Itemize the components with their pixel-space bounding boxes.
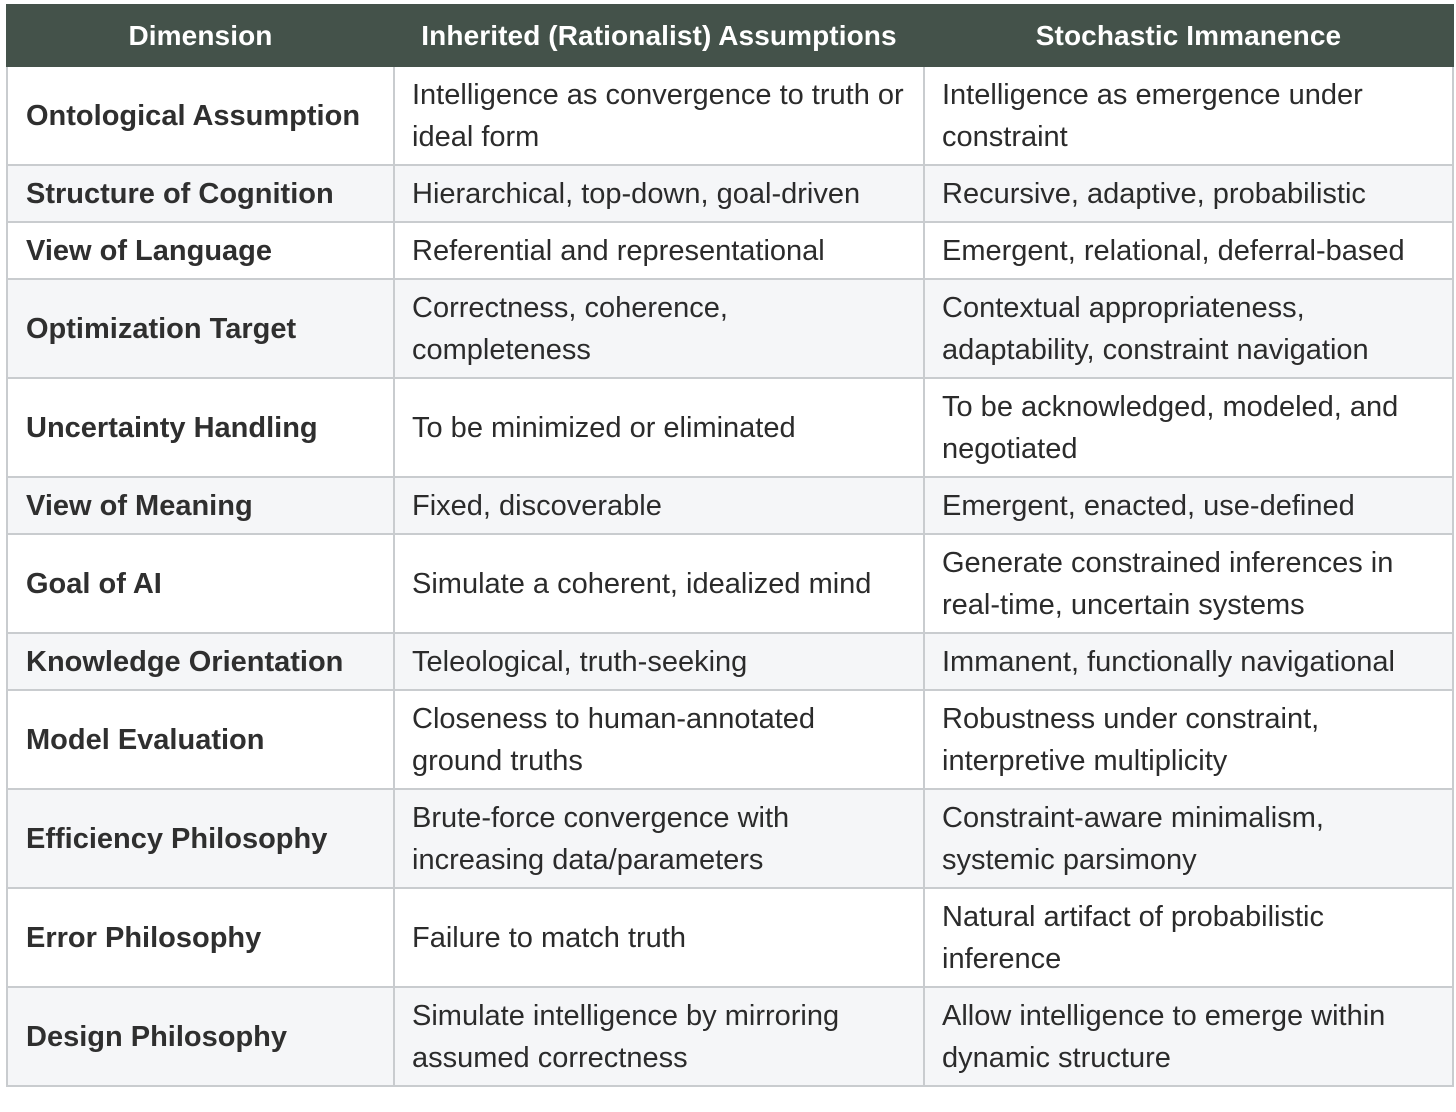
table-row — [7, 279, 1453, 378]
dimension-cell: Efficiency Philosophy — [7, 789, 394, 888]
inherited-cell: Simulate a coherent, idealized mind — [394, 534, 924, 633]
dimension-cell: Model Evaluation — [7, 690, 394, 789]
dimension-cell: Structure of Cognition — [7, 165, 394, 222]
inherited-cell: Fixed, discoverable — [394, 477, 924, 534]
header-dimension: Dimension — [7, 5, 394, 66]
dimension-cell: Knowledge Orientation — [7, 633, 394, 690]
stochastic-cell: Constraint-aware minimalism, systemic parsimony — [924, 789, 1453, 888]
table-header — [7, 5, 1453, 66]
inherited-cell: Brute-force convergence with increasing data/parameters — [394, 789, 924, 888]
table-row — [7, 987, 1453, 1086]
inherited-cell: Closeness to human-annotated ground truths — [394, 690, 924, 789]
stochastic-cell: Natural artifact of probabilistic inference — [924, 888, 1453, 987]
header-inherited: Inherited (Rationalist) Assumptions — [394, 5, 924, 66]
stochastic-cell: Contextual appropriateness, adaptability, constraint navigation — [924, 279, 1453, 378]
inherited-cell: Intelligence as convergence to truth or ideal form — [394, 66, 924, 165]
table-row — [7, 633, 1453, 690]
inherited-cell: Correctness, coherence, completeness — [394, 279, 924, 378]
stochastic-cell: Robustness under constraint, interpretive multiplicity — [924, 690, 1453, 789]
table-row — [7, 165, 1453, 222]
table-body — [7, 66, 1453, 1086]
dimension-cell: View of Language — [7, 222, 394, 279]
stochastic-cell: Immanent, functionally navigational — [924, 633, 1453, 690]
table-row — [7, 690, 1453, 789]
header-stochastic: Stochastic Immanence — [924, 5, 1453, 66]
table-row — [7, 222, 1453, 279]
inherited-cell: Failure to match truth — [394, 888, 924, 987]
table-row — [7, 888, 1453, 987]
dimension-cell: Uncertainty Handling — [7, 378, 394, 477]
dimension-cell: Design Philosophy — [7, 987, 394, 1086]
table-row — [7, 534, 1453, 633]
inherited-cell: To be minimized or eliminated — [394, 378, 924, 477]
stochastic-cell: Allow intelligence to emerge within dynamic structure — [924, 987, 1453, 1086]
stochastic-cell: Emergent, enacted, use-defined — [924, 477, 1453, 534]
comparison-table-container — [6, 4, 1452, 1087]
stochastic-cell: To be acknowledged, modeled, and negotiated — [924, 378, 1453, 477]
comparison-table — [6, 4, 1454, 1087]
inherited-cell: Hierarchical, top-down, goal-driven — [394, 165, 924, 222]
stochastic-cell: Generate constrained inferences in real-time, uncertain systems — [924, 534, 1453, 633]
inherited-cell: Simulate intelligence by mirroring assumed correctness — [394, 987, 924, 1086]
table-row — [7, 789, 1453, 888]
dimension-cell: Optimization Target — [7, 279, 394, 378]
inherited-cell: Teleological, truth-seeking — [394, 633, 924, 690]
stochastic-cell: Intelligence as emergence under constraint — [924, 66, 1453, 165]
dimension-cell: Ontological Assumption — [7, 66, 394, 165]
dimension-cell: View of Meaning — [7, 477, 394, 534]
table-row — [7, 66, 1453, 165]
table-row — [7, 378, 1453, 477]
header-row — [7, 5, 1453, 66]
dimension-cell: Error Philosophy — [7, 888, 394, 987]
dimension-cell: Goal of AI — [7, 534, 394, 633]
inherited-cell: Referential and representational — [394, 222, 924, 279]
table-row — [7, 477, 1453, 534]
stochastic-cell: Emergent, relational, deferral-based — [924, 222, 1453, 279]
stochastic-cell: Recursive, adaptive, probabilistic — [924, 165, 1453, 222]
